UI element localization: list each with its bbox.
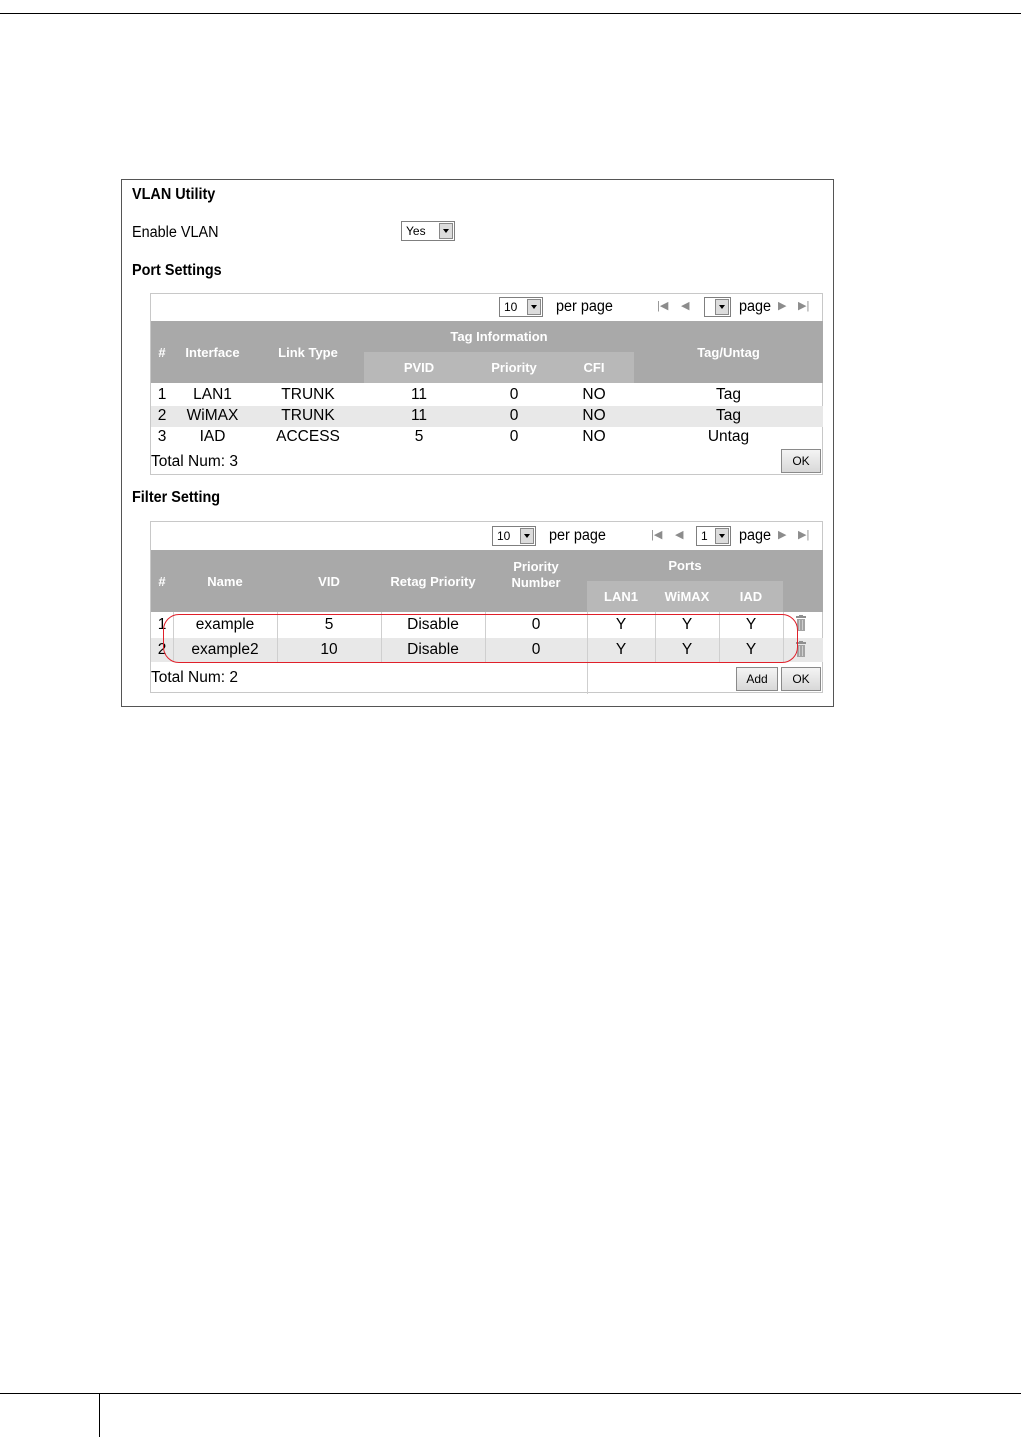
filter-row-1-wimax: Y [681, 616, 693, 633]
port-row-3-cfi: NO [582, 428, 606, 445]
filter-setting-title: Filter Setting [132, 489, 221, 506]
prev-page-icon[interactable]: ◀ [675, 529, 684, 541]
port-row-1-priority: 0 [509, 386, 519, 403]
filter-row-2-num: 2 [157, 641, 167, 658]
port-row-2-interface: WiMAX [186, 407, 239, 424]
filter-col-lan1: LAN1 [604, 589, 638, 604]
filter-row-1-retag: Disable [407, 616, 459, 633]
filter-col-iad: IAD [739, 589, 763, 604]
filter-per-page-value: 10 [497, 529, 511, 543]
dropdown-arrow-icon [439, 223, 453, 239]
port-row-1-pvid: 11 [410, 386, 428, 403]
filter-page-select[interactable] [696, 526, 731, 546]
dropdown-arrow-icon [520, 528, 534, 544]
filter-total: Total Num: 2 [151, 669, 239, 686]
dropdown-arrow-icon [527, 299, 541, 315]
port-col-interface: Interface [185, 344, 240, 360]
dropdown-arrow-icon [715, 528, 729, 544]
enable-vlan-select[interactable] [401, 221, 455, 241]
filter-row-2-lan1: Y [615, 641, 627, 658]
filter-col-retag-priority: Retag Priority [390, 573, 476, 589]
port-settings-table [150, 293, 823, 475]
port-row-2-num: 2 [157, 407, 167, 424]
port-total: Total Num: 3 [151, 453, 239, 470]
port-row-3-pvid: 5 [414, 428, 424, 445]
vlan-utility-panel [121, 179, 834, 707]
filter-row-2-iad: Y [745, 641, 757, 658]
next-page-icon[interactable]: ▶ [778, 300, 787, 312]
filter-row-2-wimax: Y [681, 641, 693, 658]
port-row-2-priority: 0 [509, 407, 519, 424]
last-page-icon[interactable]: ▶| [798, 300, 810, 312]
filter-per-page-label: per page [549, 527, 606, 544]
filter-row-2-vid: 10 [320, 641, 338, 658]
port-row-1-num: 1 [157, 386, 167, 403]
port-row-3-num: 3 [157, 428, 167, 445]
port-row-3-tag: Untag [707, 428, 750, 445]
filter-col-name: Name [207, 573, 243, 589]
port-col-priority: Priority [491, 360, 537, 375]
filter-table [150, 521, 823, 693]
port-col-link-type: Link Type [278, 344, 338, 360]
filter-row-1-num: 1 [157, 616, 167, 633]
port-col-cfi: CFI [583, 360, 605, 375]
port-row-3-link-type: ACCESS [276, 428, 340, 445]
bottom-rule [100, 1393, 1021, 1394]
enable-vlan-label: Enable VLAN [132, 224, 219, 241]
filter-col-ports: Ports [668, 558, 702, 573]
filter-row-1-vid: 5 [324, 616, 334, 633]
panel-title: VLAN Utility [132, 186, 216, 203]
port-row-3-interface: IAD [199, 428, 226, 445]
filter-row-1-priority-number: 0 [531, 616, 541, 633]
port-page-select[interactable] [704, 297, 731, 317]
port-row-1-interface: LAN1 [193, 386, 232, 403]
first-page-icon[interactable]: |◀ [651, 529, 663, 541]
page-number-box [0, 1393, 100, 1437]
next-page-icon[interactable]: ▶ [778, 529, 787, 541]
enable-vlan-value: Yes [406, 224, 426, 238]
port-per-page-value: 10 [504, 300, 518, 314]
port-row-1-tag: Tag [716, 386, 741, 403]
filter-row-2-name[interactable]: example2 [191, 641, 259, 658]
port-per-page-label: per page [556, 298, 613, 315]
port-col-tag-untag: Tag/Untag [697, 344, 760, 360]
port-row-2-pvid: 11 [410, 407, 428, 424]
filter-col-vid: VID [318, 573, 340, 589]
port-settings-title: Port Settings [132, 262, 222, 279]
filter-col-wimax: WiMAX [664, 589, 710, 604]
port-per-page-select[interactable] [499, 297, 543, 317]
port-row-1-cfi: NO [582, 386, 606, 403]
prev-page-icon[interactable]: ◀ [681, 300, 690, 312]
filter-page-label: page [739, 527, 772, 544]
port-col-tag-information: Tag Information [450, 329, 548, 344]
last-page-icon[interactable]: ▶| [798, 529, 810, 541]
filter-col-priority-number-line1: Priority [513, 558, 559, 574]
filter-row-2-retag: Disable [407, 641, 459, 658]
filter-col-priority-number-line2: Number [511, 574, 561, 590]
filter-ok-button[interactable]: OK [781, 667, 821, 691]
port-row-3-priority: 0 [509, 428, 519, 445]
port-row-2-tag: Tag [716, 407, 741, 424]
highlight-annotation [163, 614, 798, 663]
port-ok-button[interactable]: OK [781, 449, 821, 473]
first-page-icon[interactable]: |◀ [657, 300, 669, 312]
filter-row-1-iad: Y [745, 616, 757, 633]
port-col-num: # [158, 344, 166, 360]
filter-per-page-select[interactable] [492, 526, 536, 546]
filter-row-1-name[interactable]: example [195, 616, 255, 633]
port-row-2-link-type: TRUNK [281, 407, 335, 424]
add-button[interactable]: Add [736, 667, 778, 691]
port-row-2-cfi: NO [582, 407, 606, 424]
dropdown-arrow-icon [715, 299, 729, 315]
port-page-label: page [739, 298, 772, 315]
filter-row-1-lan1: Y [615, 616, 627, 633]
filter-col-num: # [158, 573, 166, 589]
filter-row-2-priority-number: 0 [531, 641, 541, 658]
top-rule [0, 13, 1021, 14]
port-row-1-link-type: TRUNK [281, 386, 335, 403]
port-col-pvid: PVID [403, 360, 435, 375]
filter-page-value: 1 [701, 529, 708, 543]
